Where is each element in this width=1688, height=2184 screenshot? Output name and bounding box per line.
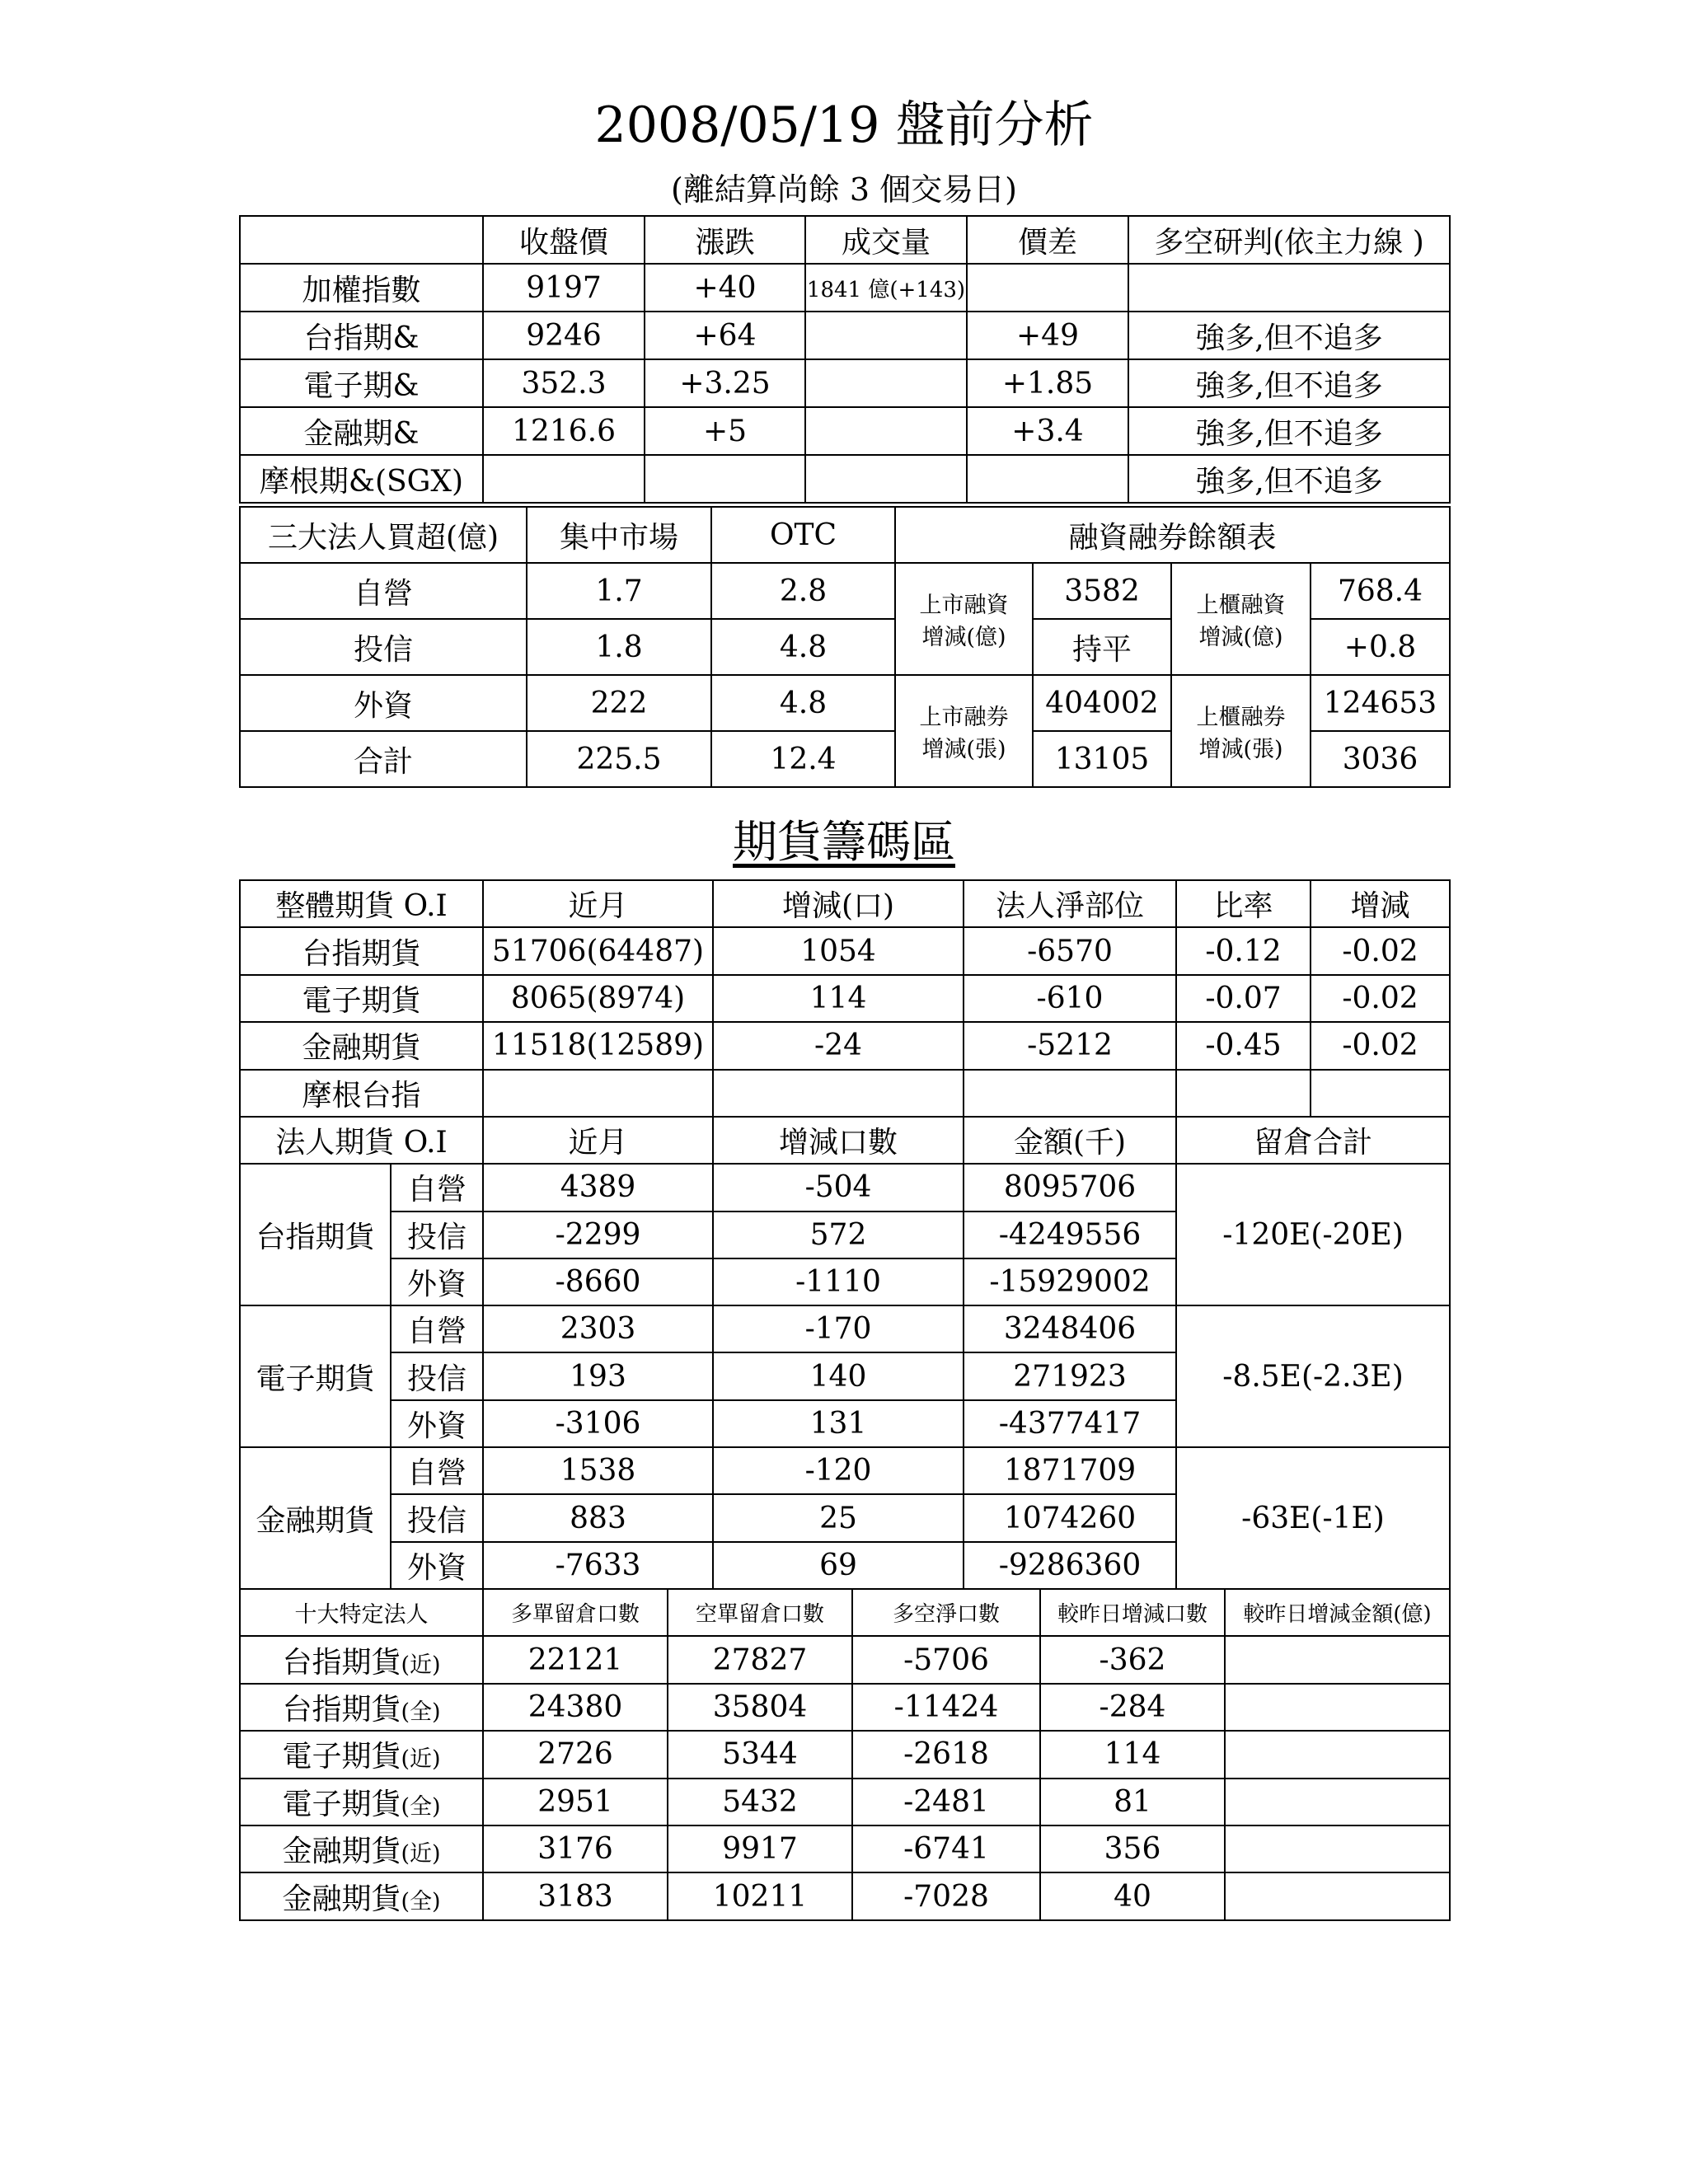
top10-product bbox=[240, 1731, 483, 1778]
top10-product bbox=[240, 1636, 483, 1683]
margin-label-stack bbox=[1172, 587, 1310, 651]
position-total: -63E(-1E) bbox=[1176, 1447, 1450, 1589]
inst-futures-cell: -8660 bbox=[483, 1258, 713, 1305]
oi-row bbox=[240, 927, 1450, 974]
inst-futures-cell: 2303 bbox=[483, 1305, 713, 1352]
oi-header-cell: 增減(口) bbox=[713, 880, 964, 927]
inst-futures-cell: 8095706 bbox=[964, 1164, 1176, 1211]
position-total: -8.5E(-2.3E) bbox=[1176, 1305, 1450, 1447]
top10-cell bbox=[1225, 1684, 1450, 1731]
top10-cell: -7028 bbox=[852, 1872, 1040, 1919]
quote-cell: 強多,但不追多 bbox=[1128, 407, 1450, 455]
institutional-table bbox=[239, 506, 1451, 788]
quote-cell: 台指期& bbox=[240, 312, 483, 359]
quote-header-cell: 價差 bbox=[967, 216, 1128, 264]
quote-cell bbox=[805, 312, 967, 359]
margin-value: 768.4 bbox=[1311, 563, 1450, 619]
inst-futures-row bbox=[240, 1447, 1450, 1494]
inst-cell: 外資 bbox=[240, 675, 527, 731]
margin-value: 3582 bbox=[1033, 563, 1171, 619]
inst-futures-cell: 4389 bbox=[483, 1164, 713, 1211]
quote-cell: 1216.6 bbox=[483, 407, 645, 455]
inst-futures-cell: -4377417 bbox=[964, 1400, 1176, 1447]
contract-scope: (近) bbox=[401, 1841, 441, 1868]
inst-futures-row bbox=[240, 1164, 1450, 1211]
oi-cell: 114 bbox=[713, 975, 964, 1022]
oi-table bbox=[239, 879, 1451, 1118]
oi-row bbox=[240, 1070, 1450, 1117]
quote-header-cell: 成交量 bbox=[805, 216, 967, 264]
margin-label-stack bbox=[896, 699, 1032, 763]
top10-cell bbox=[1225, 1731, 1450, 1778]
inst-cell: 4.8 bbox=[711, 675, 895, 731]
page-title: 2008/05/19 盤前分析 bbox=[594, 96, 1094, 154]
oi-cell: 1054 bbox=[713, 927, 964, 974]
product-name: 電子期貨 bbox=[282, 1787, 401, 1821]
oi-header-cell: 法人淨部位 bbox=[964, 880, 1176, 927]
inst-futures-cell: -504 bbox=[713, 1164, 964, 1211]
quote-cell: +1.85 bbox=[967, 359, 1128, 407]
margin-value: 124653 bbox=[1311, 675, 1450, 731]
quote-cell: 強多,但不追多 bbox=[1128, 359, 1450, 407]
oi-cell: 台指期貨 bbox=[240, 927, 483, 974]
quote-cell bbox=[645, 455, 805, 503]
inst-futures-table bbox=[239, 1116, 1451, 1590]
inst-cell: 12.4 bbox=[711, 731, 895, 787]
oi-cell: 11518(12589) bbox=[483, 1022, 713, 1069]
oi-cell: -0.02 bbox=[1311, 975, 1450, 1022]
top10-row bbox=[240, 1684, 1450, 1731]
inst-futures-header-cell: 增減口數 bbox=[713, 1117, 964, 1164]
investor-type: 自營 bbox=[391, 1305, 483, 1352]
margin-change: +0.8 bbox=[1311, 619, 1450, 675]
inst-futures-cell: -1110 bbox=[713, 1258, 964, 1305]
investor-type: 自營 bbox=[391, 1447, 483, 1494]
top10-cell: 27827 bbox=[668, 1636, 852, 1683]
quote-cell bbox=[967, 264, 1128, 312]
top10-product bbox=[240, 1684, 483, 1731]
position-total: -120E(-20E) bbox=[1176, 1164, 1450, 1305]
top10-cell: -6741 bbox=[852, 1825, 1040, 1872]
top10-cell: -284 bbox=[1040, 1684, 1225, 1731]
inst-cell: 合計 bbox=[240, 731, 527, 787]
futures-group-name: 電子期貨 bbox=[240, 1305, 391, 1447]
oi-cell: -0.07 bbox=[1176, 975, 1311, 1022]
futures-heading: 期貨籌碼區 bbox=[733, 816, 955, 868]
oi-header-cell: 比率 bbox=[1176, 880, 1311, 927]
top10-cell: 5344 bbox=[668, 1731, 852, 1778]
quote-header-cell: 收盤價 bbox=[483, 216, 645, 264]
top10-cell bbox=[1225, 1779, 1450, 1825]
top10-cell: -2618 bbox=[852, 1731, 1040, 1778]
top10-cell: 114 bbox=[1040, 1731, 1225, 1778]
margin-value: 404002 bbox=[1033, 675, 1171, 731]
top10-header-row bbox=[240, 1589, 1450, 1636]
top10-cell: 3176 bbox=[483, 1825, 668, 1872]
inst-cell: 4.8 bbox=[711, 619, 895, 675]
margin-label-cell bbox=[895, 563, 1033, 675]
margin-label-stack bbox=[1172, 699, 1310, 763]
oi-cell: -0.02 bbox=[1311, 927, 1450, 974]
margin-label: 上櫃融資 bbox=[1196, 593, 1286, 618]
inst-futures-cell: 3248406 bbox=[964, 1305, 1176, 1352]
margin-change-label: 增減(張) bbox=[921, 737, 1006, 762]
inst-futures-cell: 1871709 bbox=[964, 1447, 1176, 1494]
inst-futures-cell: -120 bbox=[713, 1447, 964, 1494]
oi-cell bbox=[964, 1070, 1176, 1117]
quote-cell: 電子期& bbox=[240, 359, 483, 407]
oi-cell: -0.45 bbox=[1176, 1022, 1311, 1069]
top10-cell: 3183 bbox=[483, 1872, 668, 1919]
product-name: 台指期貨 bbox=[282, 1645, 401, 1680]
contract-scope: (全) bbox=[401, 1888, 441, 1915]
oi-cell: 51706(64487) bbox=[483, 927, 713, 974]
contract-scope: (全) bbox=[401, 1699, 441, 1725]
inst-futures-cell: -9286360 bbox=[964, 1542, 1176, 1589]
inst-futures-cell: -15929002 bbox=[964, 1258, 1176, 1305]
margin-label-cell bbox=[1171, 675, 1311, 787]
margin-label-cell bbox=[895, 675, 1033, 787]
oi-cell bbox=[483, 1070, 713, 1117]
quote-cell: +64 bbox=[645, 312, 805, 359]
investor-type: 外資 bbox=[391, 1400, 483, 1447]
margin-label: 上市融券 bbox=[919, 705, 1009, 730]
top10-cell: 22121 bbox=[483, 1636, 668, 1683]
inst-row bbox=[240, 563, 1450, 619]
quote-row bbox=[240, 455, 1450, 503]
page-subtitle: (離結算尚餘 3 個交易日) bbox=[671, 171, 1017, 208]
margin-change: 3036 bbox=[1311, 731, 1450, 787]
oi-cell: -610 bbox=[964, 975, 1176, 1022]
quote-cell: 強多,但不追多 bbox=[1128, 312, 1450, 359]
quote-cell bbox=[967, 455, 1128, 503]
top10-row bbox=[240, 1636, 1450, 1683]
inst-cell: 自營 bbox=[240, 563, 527, 619]
inst-cell: 222 bbox=[527, 675, 711, 731]
top10-cell: 2951 bbox=[483, 1779, 668, 1825]
inst-futures-header-cell: 金額(千) bbox=[964, 1117, 1176, 1164]
inst-futures-header-cell: 留倉合計 bbox=[1176, 1117, 1450, 1164]
quote-cell: +40 bbox=[645, 264, 805, 312]
quote-header-cell: 漲跌 bbox=[645, 216, 805, 264]
inst-futures-cell: 25 bbox=[713, 1494, 964, 1541]
top10-header-cell: 多單留倉口數 bbox=[483, 1589, 668, 1636]
quote-cell: 金融期& bbox=[240, 407, 483, 455]
margin-table-title: 融資融券餘額表 bbox=[895, 507, 1450, 563]
investor-type: 投信 bbox=[391, 1494, 483, 1541]
inst-futures-row bbox=[240, 1305, 1450, 1352]
top10-row bbox=[240, 1731, 1450, 1778]
top10-cell: 5432 bbox=[668, 1779, 852, 1825]
margin-change-label: 增減(張) bbox=[1198, 737, 1283, 762]
inst-futures-cell: 69 bbox=[713, 1542, 964, 1589]
top10-header-cell: 多空淨口數 bbox=[852, 1589, 1040, 1636]
contract-scope: (近) bbox=[401, 1746, 441, 1773]
oi-cell: -0.02 bbox=[1311, 1022, 1450, 1069]
quote-row bbox=[240, 264, 1450, 312]
quote-header-cell: 多空研判(依主力線 ) bbox=[1128, 216, 1450, 264]
top10-cell bbox=[1225, 1872, 1450, 1919]
oi-cell bbox=[1311, 1070, 1450, 1117]
oi-row bbox=[240, 1022, 1450, 1069]
quote-cell bbox=[1128, 264, 1450, 312]
inst-row bbox=[240, 675, 1450, 731]
oi-cell: -5212 bbox=[964, 1022, 1176, 1069]
quote-cell bbox=[805, 359, 967, 407]
inst-cell: 投信 bbox=[240, 619, 527, 675]
inst-futures-cell: 1538 bbox=[483, 1447, 713, 1494]
top10-cell: 10211 bbox=[668, 1872, 852, 1919]
top10-cell bbox=[1225, 1825, 1450, 1872]
top10-row bbox=[240, 1872, 1450, 1919]
inst-cell: 2.8 bbox=[711, 563, 895, 619]
inst-header-cell: 集中市場 bbox=[527, 507, 711, 563]
quote-cell: 9246 bbox=[483, 312, 645, 359]
product-name: 電子期貨 bbox=[282, 1740, 401, 1774]
top10-cell: 9917 bbox=[668, 1825, 852, 1872]
oi-cell: 金融期貨 bbox=[240, 1022, 483, 1069]
inst-futures-header-row bbox=[240, 1117, 1450, 1164]
inst-futures-cell: 193 bbox=[483, 1352, 713, 1399]
top10-cell: 24380 bbox=[483, 1684, 668, 1731]
oi-cell: -24 bbox=[713, 1022, 964, 1069]
oi-header-cell: 增減 bbox=[1311, 880, 1450, 927]
top10-header-cell: 較昨日增減口數 bbox=[1040, 1589, 1225, 1636]
top10-header-cell: 空單留倉口數 bbox=[668, 1589, 852, 1636]
top10-cell: 40 bbox=[1040, 1872, 1225, 1919]
product-name: 金融期貨 bbox=[282, 1882, 401, 1916]
top10-product bbox=[240, 1825, 483, 1872]
futures-group-name: 台指期貨 bbox=[240, 1164, 391, 1305]
quote-table bbox=[239, 215, 1451, 504]
inst-futures-cell: -170 bbox=[713, 1305, 964, 1352]
oi-row bbox=[240, 975, 1450, 1022]
margin-label-stack bbox=[896, 587, 1032, 651]
investor-type: 投信 bbox=[391, 1352, 483, 1399]
inst-cell: 1.8 bbox=[527, 619, 711, 675]
quote-cell: +49 bbox=[967, 312, 1128, 359]
quote-cell: 9197 bbox=[483, 264, 645, 312]
inst-futures-header-cell: 法人期貨 O.I bbox=[240, 1117, 483, 1164]
quote-header-cell bbox=[240, 216, 483, 264]
top10-cell bbox=[1225, 1636, 1450, 1683]
investor-type: 自營 bbox=[391, 1164, 483, 1211]
top10-cell: 81 bbox=[1040, 1779, 1225, 1825]
oi-cell: 摩根台指 bbox=[240, 1070, 483, 1117]
oi-cell bbox=[1176, 1070, 1311, 1117]
investor-type: 投信 bbox=[391, 1212, 483, 1258]
inst-header-cell: OTC bbox=[711, 507, 895, 563]
inst-cell: 1.7 bbox=[527, 563, 711, 619]
top10-product bbox=[240, 1872, 483, 1919]
inst-cell: 225.5 bbox=[527, 731, 711, 787]
oi-cell: 電子期貨 bbox=[240, 975, 483, 1022]
inst-futures-cell: -7633 bbox=[483, 1542, 713, 1589]
top10-cell: 35804 bbox=[668, 1684, 852, 1731]
inst-futures-cell: 271923 bbox=[964, 1352, 1176, 1399]
top10-cell: -5706 bbox=[852, 1636, 1040, 1683]
quote-row bbox=[240, 359, 1450, 407]
quote-cell bbox=[805, 407, 967, 455]
top10-cell: -2481 bbox=[852, 1779, 1040, 1825]
quote-header-row bbox=[240, 216, 1450, 264]
investor-type: 外資 bbox=[391, 1542, 483, 1589]
inst-futures-cell: -4249556 bbox=[964, 1212, 1176, 1258]
margin-label-cell bbox=[1171, 563, 1311, 675]
inst-futures-cell: -2299 bbox=[483, 1212, 713, 1258]
quote-row bbox=[240, 312, 1450, 359]
inst-futures-cell: 572 bbox=[713, 1212, 964, 1258]
margin-change: 持平 bbox=[1033, 619, 1171, 675]
top10-cell: 356 bbox=[1040, 1825, 1225, 1872]
inst-futures-cell: 131 bbox=[713, 1400, 964, 1447]
quote-cell: 摩根期&(SGX) bbox=[240, 455, 483, 503]
contract-scope: (近) bbox=[401, 1652, 441, 1678]
top10-row bbox=[240, 1779, 1450, 1825]
product-name: 金融期貨 bbox=[282, 1835, 401, 1869]
margin-label: 上市融資 bbox=[919, 593, 1009, 618]
margin-change: 13105 bbox=[1033, 731, 1171, 787]
oi-header-cell: 近月 bbox=[483, 880, 713, 927]
top10-cell: 2726 bbox=[483, 1731, 668, 1778]
top10-cell: -362 bbox=[1040, 1636, 1225, 1683]
inst-futures-cell: -3106 bbox=[483, 1400, 713, 1447]
inst-futures-cell: 1074260 bbox=[964, 1494, 1176, 1541]
oi-header-row bbox=[240, 880, 1450, 927]
quote-cell bbox=[483, 455, 645, 503]
quote-cell bbox=[805, 455, 967, 503]
oi-header-cell: 整體期貨 O.I bbox=[240, 880, 483, 927]
inst-futures-header-cell: 近月 bbox=[483, 1117, 713, 1164]
inst-futures-cell: 140 bbox=[713, 1352, 964, 1399]
product-name: 台指期貨 bbox=[282, 1692, 401, 1727]
oi-cell: -0.12 bbox=[1176, 927, 1311, 974]
top10-product bbox=[240, 1779, 483, 1825]
top10-row bbox=[240, 1825, 1450, 1872]
top10-table bbox=[239, 1588, 1451, 1921]
investor-type: 外資 bbox=[391, 1258, 483, 1305]
quote-cell: 352.3 bbox=[483, 359, 645, 407]
quote-cell: 1841 億(+143) bbox=[805, 264, 967, 312]
top10-header-cell: 十大特定法人 bbox=[240, 1589, 483, 1636]
top10-cell: -11424 bbox=[852, 1684, 1040, 1731]
top10-header-cell: 較昨日增減金額(億) bbox=[1225, 1589, 1450, 1636]
quote-row bbox=[240, 407, 1450, 455]
quote-cell: 加權指數 bbox=[240, 264, 483, 312]
margin-change-label: 增減(億) bbox=[921, 625, 1006, 650]
contract-scope: (全) bbox=[401, 1793, 441, 1820]
quote-cell: +3.25 bbox=[645, 359, 805, 407]
oi-cell bbox=[713, 1070, 964, 1117]
oi-cell: -6570 bbox=[964, 927, 1176, 974]
inst-header-row bbox=[240, 507, 1450, 563]
quote-cell: 強多,但不追多 bbox=[1128, 455, 1450, 503]
margin-label: 上櫃融券 bbox=[1196, 705, 1286, 730]
inst-header-cell: 三大法人買超(億) bbox=[240, 507, 527, 563]
quote-cell: +5 bbox=[645, 407, 805, 455]
margin-change-label: 增減(億) bbox=[1198, 625, 1283, 650]
quote-cell: +3.4 bbox=[967, 407, 1128, 455]
oi-cell: 8065(8974) bbox=[483, 975, 713, 1022]
futures-group-name: 金融期貨 bbox=[240, 1447, 391, 1589]
inst-futures-cell: 883 bbox=[483, 1494, 713, 1541]
